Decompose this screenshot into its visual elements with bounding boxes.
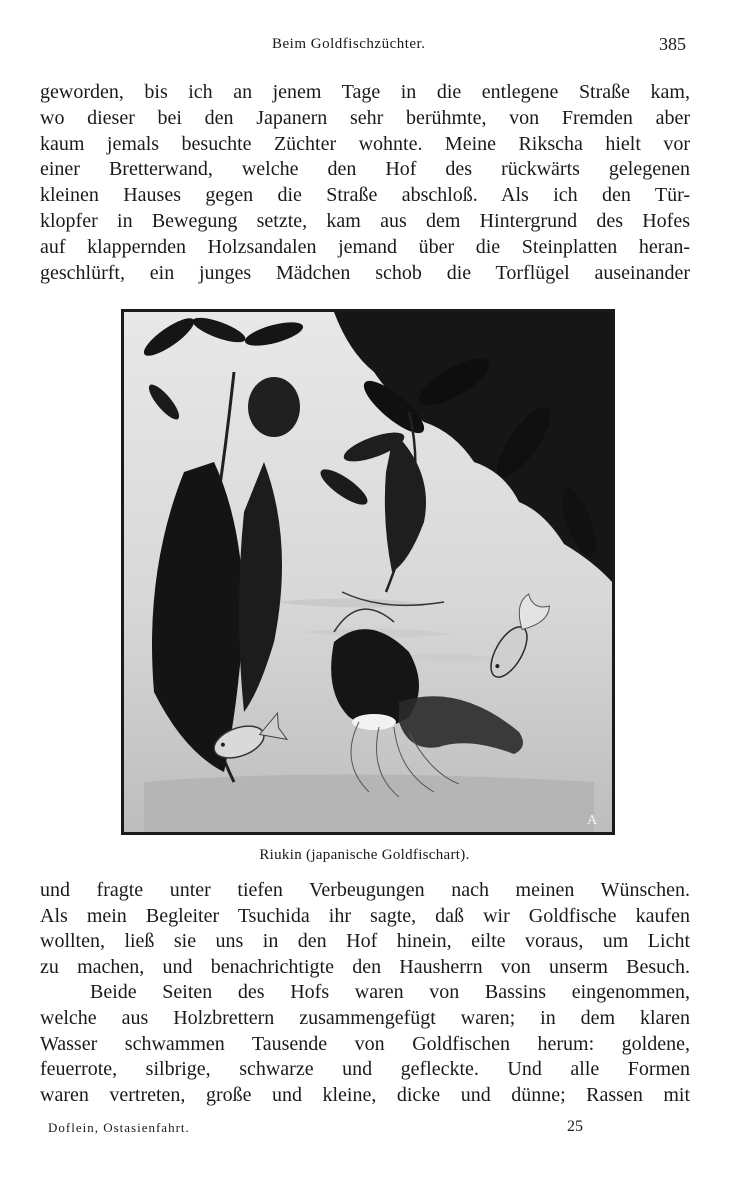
goldfish-illustration (121, 309, 615, 835)
text-line: einer Bretterwand, welche den Hof des rückwärts gelegenen (40, 158, 690, 181)
text-line: waren vertreten, große und kleine, dicke und dünne; Rassen mit (40, 1083, 690, 1106)
artist-mark: A (586, 813, 598, 828)
text-line: auf klappernden Holzsandalen jemand über die Steinplatten heran- (40, 235, 690, 258)
text-line: Wasser schwammen Tausende von Goldfischen herum: goldene, (40, 1032, 690, 1055)
text-line: wo dieser bei den Japanern sehr berühmte, von Fremden aber (40, 106, 690, 129)
text-line: geschlürft, ein junges Mädchen schob die Torflügel auseinander (40, 261, 690, 284)
text-line: zu machen, und benachrichtigte den Hausherrn von unserm Besuch. (40, 955, 690, 978)
illustration-artwork (124, 312, 612, 832)
running-title: Beim Goldfischzüchter. (272, 36, 426, 52)
text-line: wollten, ließ sie uns in den Hof hinein, eilte voraus, um Licht (40, 930, 690, 953)
text-line: Als mein Begleiter Tsuchida ihr sagte, daß wir Goldfische kaufen (40, 904, 690, 927)
page-number: 385 (659, 34, 686, 54)
text-line: und fragte unter tiefen Verbeugungen nach meinen Wünschen. (40, 879, 690, 901)
signature-mark: Doflein, Ostasienfahrt. (48, 1120, 190, 1135)
text-line: kleinen Hauses gegen die Straße abschloß. Als ich den Tür- (40, 184, 690, 207)
signature-number: 25 (567, 1118, 583, 1135)
paragraph-1 (40, 80, 690, 286)
text-line: klopfer in Bewegung setzte, kam aus dem Hintergrund des Hofes (40, 209, 690, 232)
text-line: kaum jemals besuchte Züchter wohnte. Meine Rikscha hielt vor (40, 132, 690, 155)
page-footer (48, 1120, 698, 1144)
figure-caption: Riukin (japanische Goldfischart). (259, 847, 470, 863)
text-line: Beide Seiten des Hofs waren von Bassins eingenommen, (90, 981, 690, 1004)
text-line: welche aus Holzbrettern zusammengefügt waren; in dem klaren (40, 1006, 690, 1029)
paragraph-2 (40, 878, 690, 1108)
text-line: geworden, bis ich an jenem Tage in die entlegene Straße kam, (40, 81, 690, 103)
running-header (40, 36, 690, 62)
text-line: feuerrote, silbrige, schwarze und gefleckte. Und alle Formen (40, 1058, 690, 1081)
